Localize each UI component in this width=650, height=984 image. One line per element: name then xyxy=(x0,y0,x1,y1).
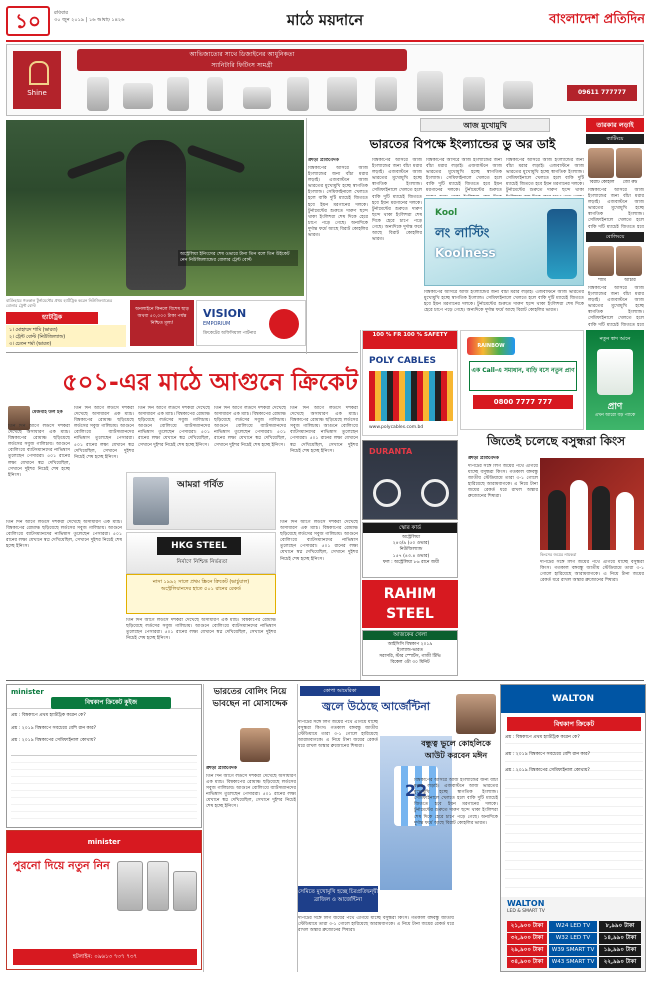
vision-ad[interactable] xyxy=(196,300,306,346)
main-story-body: বিশ্বকাপের আসরে আজ ইংল্যান্ডের জন্য বাঁচা মরার লড়াই। এজবাস্টনে আজ ভারতের মুখোমুখি হচ্ছে স্বাগতিক ইংল্যান্ড। সেমিফাইনালে খেলতে হলে বাকি দুটি ম্যাচেই জিততে হবে ইয়ন মরগানের দলকে। টুর্নামেন্টের শুরুতে দারুণ ছন্দে থাকা xyxy=(506,158,584,194)
player-photo xyxy=(588,246,614,276)
today-line3: সরাসরি, স্টার স্পোর্টস, গাজী টিভি xyxy=(379,654,441,659)
main-story-body: বিশ্বকাপের আসরে আজ ইংল্যান্ডের জন্য বাঁচা মরার লড়াই। এজবাস্টনে আজ ভারতের মুখোমুখি হচ্ছে স্বাগতিক ইংল্যান্ড। সেমিফাইনালে খেলতে হলে বাকি দুটি ম্যাচেই জিততে হবে ইয়ন মরগানের দলকে। টুর্নামেন্টের শুরুতে দারুণ ছন্দে থাকা ইংলিশরা শেষ দিকে হেরে চাপে পড়ে গেছে। অন্যদিকে দুর্দান্ত ফর্মে আছে বিরাট কোহলির ভারত। xyxy=(372,158,422,243)
walton-bottom-sub: LED & SMART TV xyxy=(507,909,545,914)
price-new: ৮,৯৯০ টাকা xyxy=(599,921,641,932)
walton-tv-panel xyxy=(501,897,645,972)
main-story-kicker: আজ মুখোমুখি xyxy=(420,118,550,132)
vision-sub: EMPORIUM xyxy=(203,321,231,327)
rahim-line1: RAHIM xyxy=(383,586,437,602)
shine-ad[interactable] xyxy=(6,44,644,116)
fridge-icon xyxy=(147,861,169,911)
vision-offer: ক্রিকেটের অফিসিয়াল পার্টনার xyxy=(203,331,256,336)
fact-box xyxy=(126,574,276,614)
jersey-number: 22 xyxy=(404,781,428,800)
argentina-semi-box: সেমিতে মুখোমুখি হচ্ছে চিরপ্রতিদ্বন্দ্বী ব্রাজিল ও আর্জেন্টিনা xyxy=(298,886,378,912)
price-new: ১৯,৯৯০ টাকা xyxy=(599,945,641,956)
column-rule xyxy=(297,684,298,972)
offer-line2: অথবা ৫০,০০০ টাকা পর্যন্ত নিশ্চিত মূল্য! xyxy=(137,314,187,326)
main-story-body: বিশ্বকাপের আসরে আজ ইংল্যান্ডের জন্য বাঁচা মরার লড়াই। এজবাস্টনে আজ ভারতের মুখোমুখি হচ্ছে স্বাগতিক ইংল্যান্ড। সেমিফাইনালে খেলতে হলে বাকি দুটি ম্যাচেই জিততে হবে ইয়ন মরগানের দলকে। টুর্নামেন্টের শুরুতে xyxy=(426,158,502,194)
newspaper-brand: বাংলাদেশ প্রতিদিন xyxy=(549,12,645,27)
today-line1: আইসিসি বিশ্বকাপ ২০১৯ xyxy=(387,642,433,647)
player-photo xyxy=(616,246,642,276)
player-photo xyxy=(588,148,614,178)
player-figure xyxy=(616,492,634,550)
fact-line1: নাসা ১৯৯২ সালে প্রথম স্ক্রিনে ক্রিকেট (ভার্চুয়াল) xyxy=(152,579,250,585)
bicycle-icon xyxy=(373,471,449,501)
big-story-body: তিন দিন আগে লর্ডসে দর্শকরা দেখেছে অসাধারণ এক ম্যাচ। বিশ্বকাপের রোমাঞ্চ ছড়িয়েছে লর্ডসের সবুজ গালিচায়। আগুনে বোলিংয়ে ব্যাটসম্যানদের নাভিশ্বাস তুলেছেন পেসাররা। ৫০১ রানের লক্ষ্য যেখানে স্বপ্ন দেখিয়েছিল, সেখানে দুইশর নিচেই শেষ হচ্ছে ইনিংস। xyxy=(280,520,358,562)
lead-photo-caption: বার্মিংহামে গতকাল টুর্নামেন্টের প্রথম হ্যাটট্রিক করেন নিউজিল্যান্ডের বোলার ট্রেন্ট বোল্ট xyxy=(6,298,113,308)
argentina-body: দাপটের সঙ্গে লিগ জয়ের পথে এগিয়ে যাচ্ছে বসুন্ধরা কিংস। গতকাল বঙ্গবন্ধু জাতীয় স্টেডিয়ামে তারা ৩-১ গোলে হারিয়েছে আরামবাগকে। এ নিয়ে টানা জয়ের রেকর্ড ধরে রাখল অস্কার ব্রুজোনের শিষ্যরা। xyxy=(298,916,454,934)
quiz-answer-lines[interactable] xyxy=(11,755,197,825)
rahim-line2: STEEL xyxy=(386,606,434,622)
price-new: ২২,৯৯০ টাকা xyxy=(599,957,641,968)
kool-ad[interactable] xyxy=(424,198,584,286)
vision-badge xyxy=(269,309,299,339)
today-match-box xyxy=(362,630,458,676)
date-label: ৩০ জুন ২০১৯ | ১৬ আষাঢ় ১৪২৬ xyxy=(54,16,125,23)
tv-model: W39 SMART TV xyxy=(549,945,597,956)
minister-banner: minister xyxy=(7,831,201,853)
score-team1-score: ২৪৩/৯ (৫০ ওভার) xyxy=(392,541,430,547)
hattrick-row: ১। মোহাম্মদ শামি (ভারত) xyxy=(9,328,58,333)
faucet-icon xyxy=(87,77,109,111)
walton-brand: WALTON xyxy=(501,685,645,713)
tv-model: W43 SMART TV xyxy=(549,957,597,968)
kings-headline: জিতেই চলেছে বসুন্ধরা কিংস xyxy=(486,434,626,448)
section-title: মাঠে ময়দানে xyxy=(286,11,364,29)
column-rule xyxy=(360,330,361,680)
quiz-question: প্রশ্ন : ২০১৯ বিশ্বকাপে সবচেয়ে বেশি রান কার? xyxy=(505,751,591,757)
tv-model: W24 LED TV xyxy=(549,921,597,932)
rainbow-ad[interactable] xyxy=(460,330,584,430)
price-old: ৩২,৯০০ টাকা xyxy=(507,933,547,944)
score-team2: নিউজিল্যান্ড xyxy=(399,547,423,553)
walton-ad[interactable] xyxy=(500,684,646,972)
divider xyxy=(6,680,644,681)
player-name: জো রুট xyxy=(622,180,638,185)
today-line4: বিকেল ৩টা ৩০ মিনিট xyxy=(390,660,430,665)
cable-graphic xyxy=(369,371,453,421)
tv-icon xyxy=(173,871,197,911)
big-story-byline: মেজবাহ উল হক xyxy=(32,410,63,415)
vision-brand: VISION xyxy=(203,307,247,320)
poly-brand: POLY CABLES xyxy=(369,356,437,366)
pran-product-icon xyxy=(597,349,633,395)
poly-url[interactable]: www.polycables.com.bd xyxy=(369,425,424,430)
kool-brand: Kool xyxy=(435,208,458,218)
walton-quiz-body[interactable] xyxy=(505,735,643,893)
big-story-body: তিন দিন আগে লর্ডসে দর্শকরা দেখেছে অসাধারণ এক ম্যাচ। বিশ্বকাপের রোমাঞ্চ ছড়িয়েছে লর্ডসের সবুজ গালিচায়। আগুনে বোলিংয়ে ব্যাটসম্যানদের নাভিশ্বাস তুলেছেন পেসাররা। ৫০১ রানের লক্ষ্য যেখানে স্বপ্ন দেখিয়েছিল, সেখানে দুইশর নিচেই শেষ হচ্ছে ইনিংস। xyxy=(214,406,286,448)
fact-line2: অস্ট্রেলিয়ানদের হাতে ৫০১ রানের রেকর্ড xyxy=(161,586,241,592)
price-row xyxy=(507,957,641,968)
faucet-icon xyxy=(375,77,397,111)
pran-product: এখন আরো বড় প্যাকে xyxy=(594,412,636,418)
player-name: বিরাট কোহলি xyxy=(589,180,615,185)
shine-logo: Shine xyxy=(13,51,61,109)
walton-bottom-brand: WALTON xyxy=(507,899,545,908)
kings-byline: ক্রীড়া প্রতিবেদক xyxy=(468,456,499,461)
argentina-body: দাপটের সঙ্গে লিগ জয়ের পথে এগিয়ে যাচ্ছে বসুন্ধরা কিংস। গতকাল বঙ্গবন্ধু জাতীয় স্টেডিয়ামে তারা ৩-১ গোলে হারিয়েছে আরামবাগকে। এ নিয়ে টানা জয়ের রেকর্ড ধরে রাখল অস্কার ব্রুজোনের শিষ্যরা। xyxy=(298,720,378,750)
hattrick-title: হ্যাটট্রিক xyxy=(6,312,98,324)
price-row xyxy=(507,933,641,944)
player-name: আর্চার xyxy=(624,278,636,283)
player-figure xyxy=(126,140,186,290)
walton-quiz-title: বিশ্বকাপ ক্রিকেট xyxy=(507,717,641,731)
minister-quiz[interactable] xyxy=(6,684,202,828)
kings-body: দাপটের সঙ্গে লিগ জয়ের পথে এগিয়ে যাচ্ছে বসুন্ধরা কিংস। গতকাল বঙ্গবন্ধু জাতীয় স্টেডিয়ামে তারা ৩-১ গোলে হারিয়েছে আরামবাগকে। এ নিয়ে টানা জয়ের রেকর্ড ধরে রাখল অস্কার ব্রুজোনের শিষ্যরা। xyxy=(468,464,538,500)
score-title: স্কোর কার্ড xyxy=(363,523,457,533)
pran-ad[interactable] xyxy=(586,330,644,430)
kings-photo xyxy=(540,458,644,550)
pran-tag: নতুন স্বাদ আনে xyxy=(599,336,631,342)
faucet-icon xyxy=(327,77,357,111)
player-figure xyxy=(548,490,566,550)
hkg-logo: HKG STEEL xyxy=(157,537,241,555)
big-story-body: তিন দিন আগে লর্ডসে দর্শকরা দেখেছে অসাধারণ এক ম্যাচ। বিশ্বকাপের রোমাঞ্চ ছড়িয়েছে লর্ডসের সবুজ গালিচায়। আগুনে বোলিংয়ে ব্যাটসম্যানদের নাভিশ্বাস তুলেছেন পেসাররা। ৫০১ রানের লক্ষ্য যেখানে স্বপ্ন দেখিয়েছিল, সেখানে দুইশর নিচেই শেষ হচ্ছে ইনিংস। xyxy=(6,520,122,550)
rainbow-call: এক Call-এ সমাধান, বাড়ি বসে নতুন প্রাণ xyxy=(469,361,577,391)
today-line2: ইংল্যান্ড-ভারত xyxy=(397,648,423,653)
moin-headline: বন্ধুত্ব ভুলে কোহলিকে আউট করবেন মঈন xyxy=(421,739,491,760)
rahim-steel-ad[interactable] xyxy=(362,580,458,628)
lead-photo xyxy=(6,120,304,296)
moin-body: বিশ্বকাপের আসরে আজ ইংল্যান্ডের জন্য বাঁচা মরার লড়াই। এজবাস্টনে আজ ভারতের মুখোমুখি হচ্ছে স্বাগতিক ইংল্যান্ড। সেমিফাইনালে খেলতে হলে বাকি দুটি ম্যাচেই জিততে হবে ইয়ন মরগানের দলকে। টুর্নামেন্টের শুরুতে দারুণ ছন্দে থাকা ইংলিশরা শেষ দিকে হেরে চাপে পড়ে গেছে। অন্যদিকে দুর্দান্ত ফর্মে আছে বিরাট কোহলির ভারত। xyxy=(414,778,498,826)
big-story-body: তিন দিন আগে লর্ডসে দর্শকরা দেখেছে অসাধারণ এক ম্যাচ। বিশ্বকাপের রোমাঞ্চ ছড়িয়েছে লর্ডসের সবুজ গালিচায়। আগুনে বোলিংয়ে ব্যাটসম্যানদের নাভিশ্বাস তুলেছেন পেসাররা। ৫০১ রানের লক্ষ্য যেখানে স্বপ্ন দেখিয়েছিল, সেখানে দুইশর নিচেই শেষ হচ্ছে ইনিংস। xyxy=(74,406,134,460)
price-new: ১৪,৯৯০ টাকা xyxy=(599,933,641,944)
today-title: আজকের খেলা xyxy=(363,631,457,640)
argentina-kicker: কোপা আমেরিকা xyxy=(300,686,380,696)
big-story-headline: ৫০১-এর মাঠে আগুনে ক্রিকেট xyxy=(62,368,358,396)
arm-left xyxy=(66,150,126,180)
mosaddek-photo xyxy=(240,728,270,762)
offer-line1: অনলাইনে কিনলে বিশেষ ছাড় xyxy=(135,307,189,312)
masthead-rule xyxy=(6,40,644,42)
shine-banner-line1: আভিজাত্যের সাথে ডিজাইনের আধুনিকতা xyxy=(189,51,295,58)
bowling-byline: ক্রীড়া প্রতিবেদক xyxy=(206,766,237,771)
quiz-question: প্রশ্ন : বিশ্বকাপে প্রথম হ্যাটট্রিক করেন কে? xyxy=(505,735,580,740)
arm-right xyxy=(186,144,246,174)
player-figure xyxy=(570,480,588,550)
hattrick-row: ৩। চেতন শর্মা (ভারত) xyxy=(9,342,52,347)
score-result: ফল : অস্ট্রেলিয়া ৮৬ রানে জয়ী xyxy=(382,559,440,565)
tarka-batting-notes: বিশ্বকাপের আসরে আজ ইংল্যান্ডের জন্য বাঁচা মরার লড়াই। এজবাস্টনে আজ ভারতের মুখোমুখি হচ্ছে স্বাগতিক ইংল্যান্ড। সেমিফাইনালে খেলতে হলে বাকি দুটি ম্যাচেই জিততে হবে xyxy=(588,188,644,228)
big-story-body: তিন দিন আগে লর্ডসে দর্শকরা দেখেছে অসাধারণ এক ম্যাচ। বিশ্বকাপের রোমাঞ্চ ছড়িয়েছে লর্ডসের সবুজ গালিচায়। আগুনে বোলিংয়ে ব্যাটসম্যানদের নাভিশ্বাস তুলেছেন পেসাররা। ৫০১ রানের লক্ষ্য যেখানে স্বপ্ন দেখিয়েছিল, সেখানে দুইশর নিচেই শেষ হচ্ছে ইনিংস। xyxy=(290,406,358,454)
price-old: ২৯,৯০০ টাকা xyxy=(507,945,547,956)
main-story-headline: ভারতের বিপক্ষে ইংল্যান্ডের ডু অর ডাই xyxy=(369,137,556,151)
faucet-icon xyxy=(243,87,271,109)
score-team1: অস্ট্রেলিয়া xyxy=(401,535,421,540)
page-date xyxy=(54,10,164,24)
kings-body: দাপটের সঙ্গে লিগ জয়ের পথে এগিয়ে যাচ্ছে বসুন্ধরা কিংস। গতকাল বঙ্গবন্ধু জাতীয় স্টেডিয়ামে তারা ৩-১ গোলে হারিয়েছে আরামবাগকে। এ নিয়ে টানা জয়ের রেকর্ড ধরে রাখল অস্কার ব্রুজোনের শিষ্যরা। xyxy=(540,560,644,584)
big-story-body: তিন দিন আগে লর্ডসে দর্শকরা দেখেছে অসাধারণ এক ম্যাচ। বিশ্বকাপের রোমাঞ্চ ছড়িয়েছে লর্ডসের সবুজ গালিচায়। আগুনে বোলিংয়ে ব্যাটসম্যানদের নাভিশ্বাস তুলেছেন পেসাররা। ৫০১ রানের লক্ষ্য যেখানে স্বপ্ন দেখিয়েছিল, সেখানে দুইশর নিচেই শেষ হচ্ছে ইনিংস। xyxy=(138,406,210,448)
bicycle-brand: DURANTA xyxy=(369,447,413,456)
faucet-icon xyxy=(123,83,153,109)
lead-second-caption: অস্ট্রেলিয়া ইনিংসের শেষ ওভারে টানা তিন বলে তিন উইকেট নেন নিউজিল্যান্ডের বোলার ট্রেন্ট বোল্ট xyxy=(178,250,298,266)
quiz-title: বিশ্বকাপ ক্রিকেট কুইজ xyxy=(51,697,171,709)
bicycle-ad[interactable] xyxy=(362,440,458,520)
rainbow-logo: RAINBOW xyxy=(467,337,515,355)
kool-subtitle: Koolness xyxy=(435,246,496,260)
shine-banner-line2: স্যানিটারি ফিটিংস সামগ্রী xyxy=(211,62,273,69)
price-row xyxy=(507,921,641,932)
quiz-question: প্রশ্ন : ২০১৯ বিশ্বকাপে সবচেয়ে বেশি রান কার? xyxy=(11,725,97,731)
faucet-icon xyxy=(287,77,309,111)
page-number: ১০ xyxy=(6,6,50,36)
faucet-icon xyxy=(503,81,533,109)
hkg-tag: নির্মাণে নিশ্চিন্ত নির্ভরতা xyxy=(176,559,228,565)
price-old: ২১,৯০০ টাকা xyxy=(507,921,547,932)
price-old: ৩৪,৯০০ টাকা xyxy=(507,957,547,968)
minister-logo: minister xyxy=(11,688,44,696)
quiz-question: প্রশ্ন : ২০১৯ বিশ্বকাপের সেমিফাইনাল কোথায়? xyxy=(505,768,590,773)
main-story-body: বিশ্বকাপের আসরে আজ ইংল্যান্ডের জন্য বাঁচা মরার লড়াই। এজবাস্টনে আজ ভারতের মুখোমুখি হচ্ছে স্বাগতিক ইংল্যান্ড। সেমিফাইনালে খেলতে হলে বাকি দুটি ম্যাচেই জিততে হবে ইয়ন মরগানের দলকে। টুর্নামেন্টের শুরুতে দারুণ ছন্দে থাকা ইংলিশরা শেষ দিকে হেরে চাপে পড়ে গেছে। অন্যদিকে দুর্দান্ত ফর্মে আছে বিরাট কোহলির ভারত। xyxy=(424,290,584,314)
player-photo xyxy=(616,148,642,178)
score-card xyxy=(362,522,458,578)
hkg-brand-panel[interactable] xyxy=(126,532,276,574)
score-team2-score: ১৫৭ (৪৩.৪ ওভার) xyxy=(392,553,430,559)
minister-big: পুরনো দিয়ে নতুন নিন xyxy=(13,859,110,872)
faucet-icon xyxy=(463,77,485,111)
minister-hotline: হটলাইন: ০৯৬১৩ ৭৩৭ ৭৩৭ xyxy=(13,949,197,965)
factory-icon xyxy=(133,477,169,525)
fridge-icon xyxy=(117,861,143,911)
hkg-top-text: আমরা গর্বিত xyxy=(177,480,224,490)
day-label: রবিবার xyxy=(54,10,68,16)
poly-cables-ad[interactable] xyxy=(362,330,458,436)
column-rule xyxy=(306,118,307,354)
poly-tag: 100 % FR 100 % SAFETY xyxy=(363,331,457,349)
bowling-headline: ভারতের বোলিং নিয়ে ভাবছেন না মোসাদ্দেক xyxy=(212,687,288,709)
hattrick-row: ২। ট্রেন্ট বোল্ট (নিউজিল্যান্ড) xyxy=(9,335,66,340)
quiz-question: প্রশ্ন : বিশ্বকাপে প্রথম হ্যাটট্রিক করেন কে? xyxy=(11,713,86,718)
hattrick-list xyxy=(6,325,126,347)
quiz-question: প্রশ্ন : ২০১৯ বিশ্বকাপের সেমিফাইনাল কোথায়? xyxy=(11,738,96,743)
faucet-icon xyxy=(207,77,223,111)
main-story-byline: ক্রীড়া প্রতিবেদক xyxy=(308,158,339,163)
pran-brand: প্রাণ xyxy=(607,401,623,412)
offer-ad[interactable] xyxy=(130,300,194,346)
column-rule xyxy=(203,684,204,972)
shine-banner xyxy=(77,49,407,71)
tarka-bowling-label: বোলিংয়ে xyxy=(586,232,644,242)
kool-title: লং লাস্টিং xyxy=(435,226,490,241)
minister-ad[interactable] xyxy=(6,830,202,970)
quiz-header xyxy=(7,685,201,709)
player-name: শামি xyxy=(598,278,606,283)
shine-phone: 09611 777777 xyxy=(567,85,637,101)
big-story-body: তিন দিন আগে লর্ডসে দর্শকরা দেখেছে অসাধারণ এক ম্যাচ। বিশ্বকাপের রোমাঞ্চ ছড়িয়েছে লর্ডসের সবুজ গালিচায়। আগুনে বোলিংয়ে ব্যাটসম্যানদের নাভিশ্বাস তুলেছেন পেসাররা। ৫০১ রানের লক্ষ্য যেখানে স্বপ্ন দেখিয়েছিল, সেখানে দুইশর নিচেই শেষ হচ্ছে ইনিংস। xyxy=(126,618,276,642)
rainbow-phone[interactable]: 0800 7777 777 xyxy=(473,395,573,409)
moin-photo xyxy=(456,694,496,734)
price-row xyxy=(507,945,641,956)
player-figure xyxy=(592,486,610,550)
hkg-ad[interactable] xyxy=(126,472,276,530)
big-story-body: তিন দিন আগে লর্ডসে দর্শকরা দেখেছে অসাধারণ এক ম্যাচ। বিশ্বকাপের রোমাঞ্চ ছড়িয়েছে লর্ডসের সবুজ গালিচায়। আগুনে বোলিংয়ে ব্যাটসম্যানদের নাভিশ্বাস তুলেছেন পেসাররা। ৫০১ রানের লক্ষ্য যেখানে স্বপ্ন দেখিয়েছিল, সেখানে দুইশর নিচেই শেষ হচ্ছে ইনিংস। xyxy=(8,424,70,478)
tv-model: W32 LED TV xyxy=(549,933,597,944)
faucet-icon xyxy=(167,77,189,111)
argentina-headline: জ্বলে উঠেছে আর্জেন্টিনা xyxy=(321,700,430,713)
faucet-icon xyxy=(417,71,443,111)
kool-bottle xyxy=(547,209,577,279)
tarka-batting-label: ব্যাটিংয়ে xyxy=(586,134,644,144)
tarka-bowling-notes: বিশ্বকাপের আসরে আজ ইংল্যান্ডের জন্য বাঁচা মরার লড়াই। এজবাস্টনে আজ ভারতের মুখোমুখি হচ্ছে স্বাগতিক ইংল্যান্ড। সেমিফাইনালে খেলতে হলে বাকি দুটি ম্যাচেই জিততে হবে xyxy=(588,286,644,326)
main-story-body: বিশ্বকাপের আসরে আজ ইংল্যান্ডের জন্য বাঁচা মরার লড়াই। এজবাস্টনে আজ ভারতের মুখোমুখি হচ্ছে স্বাগতিক ইংল্যান্ড। সেমিফাইনালে খেলতে হলে বাকি দুটি ম্যাচেই জিততে হবে ইয়ন মরগানের দলকে। টুর্নামেন্টের শুরুতে দারুণ ছন্দে থাকা ইংলিশরা শেষ দিকে হেরে চাপে পড়ে গেছে। অন্যদিকে দুর্দান্ত ফর্মে আছে বিরাট কোহলির ভারত। xyxy=(308,166,368,239)
kings-photo-caption: কিংসের জয়ের নায়করা xyxy=(540,552,577,557)
bowling-body: তিন দিন আগে লর্ডসে দর্শকরা দেখেছে অসাধারণ এক ম্যাচ। বিশ্বকাপের রোমাঞ্চ ছড়িয়েছে লর্ডসের সবুজ গালিচায়। আগুনে বোলিংয়ে ব্যাটসম্যানদের নাভিশ্বাস তুলেছেন পেসাররা। ৫০১ রানের লক্ষ্য যেখানে স্বপ্ন দেখিয়েছিল, সেখানে দুইশর নিচেই শেষ হচ্ছে ইনিংস। xyxy=(206,774,296,810)
tarka-title: তারকার লড়াই xyxy=(586,118,644,132)
